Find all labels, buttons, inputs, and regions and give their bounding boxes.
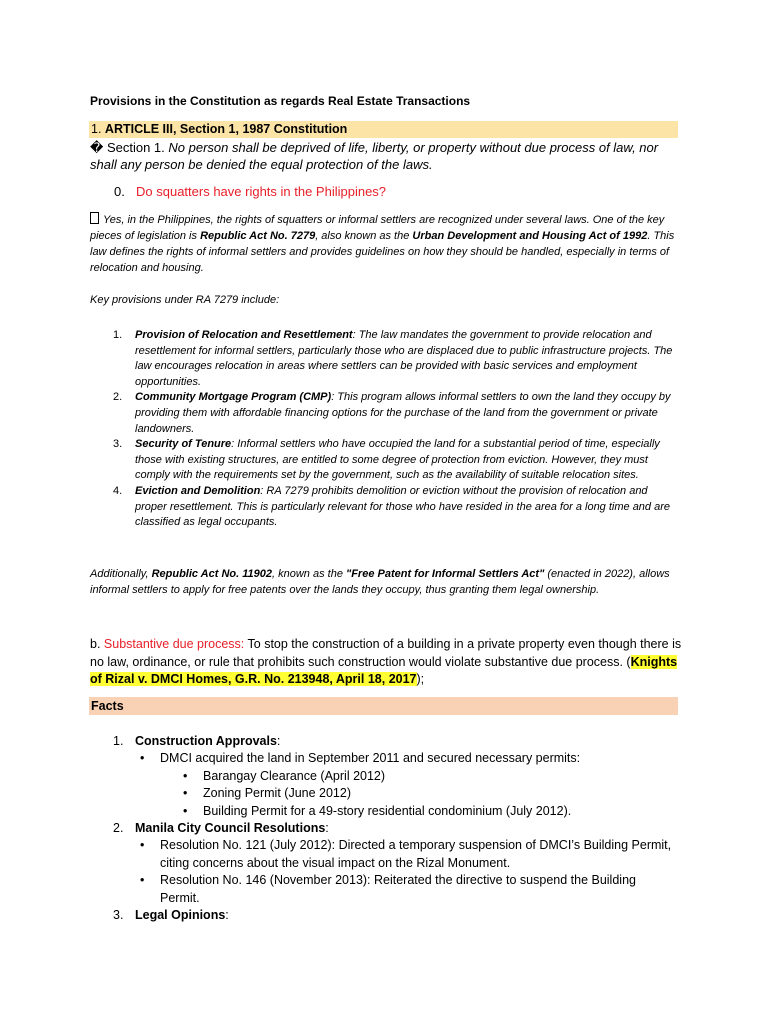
add-ra-11902: Republic Act No. 11902 [151, 568, 272, 580]
list-item-title: Provision of Relocation and Resettlement [135, 329, 353, 341]
add-text-1: Additionally, [90, 568, 152, 580]
missing-glyph-icon: � [90, 140, 104, 155]
bullet-item: • Resolution No. 146 (November 2013): Reiterated the directive to suspend the Building Permit. [138, 872, 678, 907]
facts-heading: Facts [89, 697, 678, 715]
list-item [113, 328, 678, 390]
facts-item-colon: : [225, 908, 229, 923]
section-body: No person shall be deprived of life, liberty, or property without due process of law, nor shall any person be denied the equal protection of the laws. [90, 140, 659, 172]
facts-item [113, 907, 678, 924]
list-item-text: : The law mandates the government to provide relocation and resettlement for informal settlers, particularly those who are displaced due to public infrastructure projects. The law encourages relocation in areas where settlers can be provided with basic services and employment opportunities. [135, 329, 673, 388]
list-item-text: : This program allows informal settlers to own the land they occupy by providing them with affordable financing options for the purchase of the land from the government or private landowners. [135, 391, 671, 435]
list-item-number: 1. [113, 329, 123, 341]
facts-item-number: 1. [113, 734, 124, 748]
additionally-paragraph [90, 567, 680, 598]
key-provisions-intro: Key provisions under RA 7279 include: [90, 294, 280, 306]
list-item-number: 2. [113, 391, 123, 404]
article-title: ARTICLE III, Section 1, 1987 Constitution [104, 122, 348, 136]
answer-text-3: . This law defines the rights of informal settlers and provides guidelines on how they should be handled, especially in terms of relocation and housing. [90, 230, 675, 274]
list-item-number: 4. [113, 484, 123, 497]
list-item [113, 484, 678, 531]
facts-item-number: 2. [113, 821, 124, 836]
list-item [113, 390, 678, 437]
squatters-question [114, 184, 386, 199]
facts-item [113, 733, 678, 750]
facts-item-title: Legal Opinions [135, 908, 226, 923]
checkbox-glyph-icon [90, 212, 99, 224]
sub-prefix: b. [90, 637, 104, 651]
facts-item [113, 820, 678, 837]
facts-item-colon: : [325, 821, 329, 836]
facts-item-title: Manila City Council Resolutions [135, 821, 326, 836]
article-number: 1. [91, 122, 102, 136]
list-item-text: : RA 7279 prohibits demolition or eviction without the provision of relocation and proper resettlement. This is particularly relevant for those who have resided in the area for a long time and are classified as legal occupants. [135, 484, 670, 529]
list-item [113, 437, 678, 484]
answer-udha: Urban Development and Housing Act of 1992 [412, 230, 648, 242]
substantive-due-process [90, 636, 682, 689]
facts-item-colon: : [276, 734, 281, 748]
list-item-title: Eviction and Demolition [135, 484, 261, 497]
article-heading [89, 121, 678, 138]
sub-bullet-item: • Zoning Permit (June 2012) [181, 785, 678, 802]
facts-item-title: Construction Approvals [135, 734, 277, 748]
bullet-item: • Resolution No. 121 (July 2012): Directed a temporary suspension of DMCI’s Building Permit, citing concerns about the visual impact on the Rizal Monument. [138, 837, 678, 872]
answer-text-1: Yes, in the Philippines, the rights of squatters or informal settlers are recognized under several laws. One of the key pieces of legislation is [90, 214, 665, 242]
sub-bullet-item: • Building Permit for a 49-story residential condominium (July 2012). [181, 803, 678, 820]
provisions-list [113, 328, 678, 531]
list-item-text: : Informal settlers who have occupied the land for a substantial period of time, especially those with existing structures, are entitled to some degree of protection from eviction. However, they must comply with the requirements set by the government, such as the availability of suitable relocation sites. [135, 438, 660, 482]
question-text: Do squatters have rights in the Philippines? [136, 184, 387, 199]
sub-end: ); [416, 672, 425, 686]
answer-paragraph [90, 212, 680, 276]
facts-item-number: 3. [113, 908, 124, 923]
answer-text-2: , also known as the [315, 230, 413, 242]
add-text-2: , known as the [272, 568, 346, 580]
question-number: 0. [114, 184, 125, 199]
answer-ra-7279: Republic Act No. 7279 [200, 230, 316, 242]
facts-list [113, 733, 678, 924]
list-item-number: 3. [113, 438, 123, 451]
list-item-title: Security of Tenure [135, 438, 232, 451]
list-item-title: Community Mortgage Program (CMP) [135, 391, 332, 404]
add-act-name: "Free Patent for Informal Settlers Act" [346, 568, 545, 580]
sub-bullet-item: • Barangay Clearance (April 2012) [181, 768, 678, 785]
bullet-item: • DMCI acquired the land in September 2011 and secured necessary permits: [138, 750, 678, 767]
add-text-3: (enacted in 2022), allows informal settlers to apply for free patents over the lands they occupy, thus granting them legal ownership. [90, 568, 670, 596]
section-label: Section 1. [103, 140, 165, 155]
case-citation: Knights of Rizal v. DMCI Homes, G.R. No. 213948, April 18, 2017 [90, 654, 678, 686]
sub-label: Substantive due process: [103, 637, 245, 651]
section-1-text [90, 139, 680, 173]
page-title: Provisions in the Constitution as regards Real Estate Transactions [90, 94, 471, 108]
sub-text: To stop the construction of a building in a private property even though there is no law, ordinance, or rule that prohibits such construction would violate substantive due process. ( [90, 637, 682, 669]
